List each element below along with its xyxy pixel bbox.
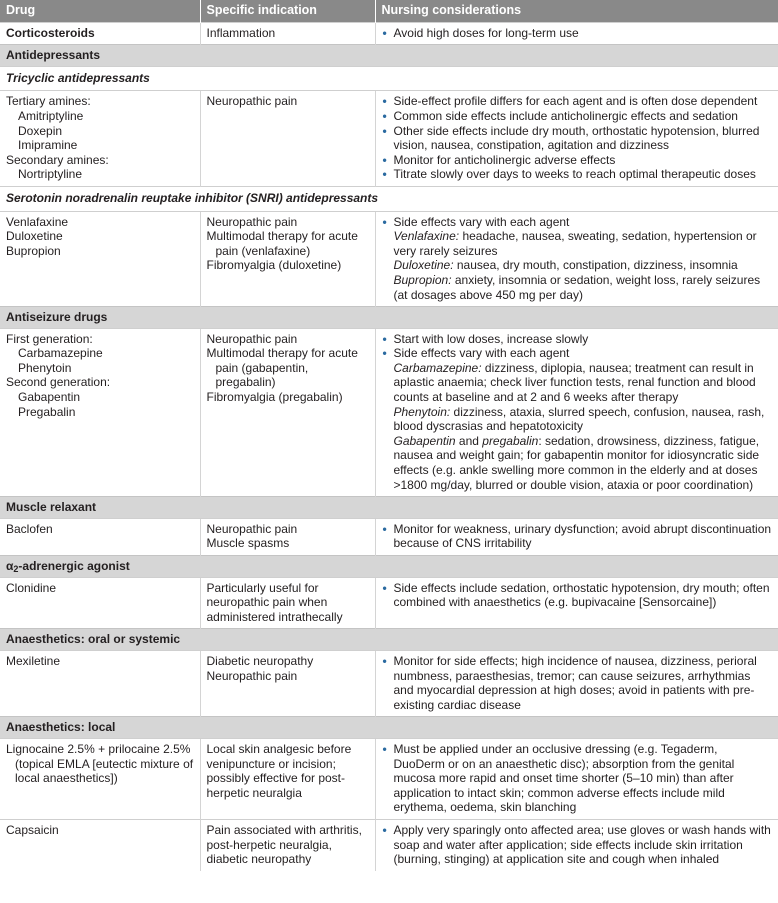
- indication-line: Multimodal therapy for acute pain (gabapentin, pregabalin): [206, 346, 358, 390]
- drug-group-label: Tertiary amines:: [6, 94, 91, 109]
- table-row: [0, 738, 778, 819]
- drug-name: Corticosteroids: [6, 25, 95, 40]
- section-title: Antidepressants: [0, 45, 778, 67]
- table-row: [0, 518, 778, 555]
- section-header: [0, 556, 778, 578]
- drug-cell: [0, 22, 200, 45]
- agent-note: [382, 229, 773, 258]
- section-title: Muscle relaxant: [0, 497, 778, 519]
- drug-group-label: First generation:: [6, 331, 93, 346]
- indication-cell: [200, 328, 375, 497]
- header-nursing: Nursing considerations: [375, 0, 778, 22]
- nursing-cell: [375, 518, 778, 555]
- section-title: Antiseizure drugs: [0, 307, 778, 329]
- table-row: [0, 577, 778, 629]
- bullet-item: • Side-effect profile differs for each agent and is often dose dependent: [382, 94, 773, 109]
- section-header: [0, 497, 778, 519]
- drug-name: Nortriptyline: [18, 167, 83, 182]
- indication-cell: [200, 518, 375, 555]
- agent-name: Gabapentin: [393, 433, 456, 448]
- table-row: [0, 211, 778, 307]
- section-header: [0, 717, 778, 739]
- agent-name: Bupropion:: [393, 272, 452, 287]
- drug-name: Doxepin: [18, 123, 63, 138]
- header-drug: Drug: [0, 0, 200, 22]
- table-row: [0, 91, 778, 187]
- bullet-item: • Side effects vary with each agent: [382, 215, 773, 230]
- drug-name: Lignocaine 2.5% + prilocaine 2.5% (topical EMLA [eutectic mixture of local anaesthetics]): [6, 741, 194, 786]
- section-title-rest: -adrenergic agonist: [18, 559, 130, 573]
- bullet-item: • Side effects vary with each agent: [382, 346, 773, 361]
- agent-conjunction: and: [455, 433, 483, 448]
- table-row: [0, 650, 778, 716]
- section-title-alpha: α: [6, 559, 14, 573]
- agent-effects: nausea, dry mouth, constipation, dizziness, insomnia: [453, 258, 738, 273]
- agent-effects: dizziness, diplopia, nausea; treatment can result in aplastic anaemia; check liver function tests, renal function and blood counts at baseline and at 2 and 6 weeks after therapy: [393, 360, 756, 405]
- drug-name: Bupropion: [6, 243, 61, 258]
- section-header: [0, 45, 778, 67]
- agent-effects: : sedation, drowsiness, dizziness, fatigue, nausea and weight gain; for gabapentin monitor for idiosyncratic side effects (e.g. ankle swelling more common in the elderly and at doses >1800 mg/day, blurred or double vision, ataxia or poor coordination): [393, 433, 760, 492]
- indication-cell: Inflammation: [200, 22, 375, 45]
- agent-note: [382, 405, 773, 434]
- drug-cell: Capsaicin: [0, 819, 200, 870]
- agent-name: Carbamazepine:: [393, 360, 482, 375]
- drug-cell: Clonidine: [0, 577, 200, 629]
- subsection-title: Serotonin noradrenalin reuptake inhibitor (SNRI) antidepressants: [0, 186, 778, 211]
- drug-cell: [0, 91, 200, 187]
- indication-line: Muscle spasms: [206, 536, 290, 551]
- agent-name: Venlafaxine:: [393, 229, 460, 244]
- indication-line: Neuropathic pain: [206, 94, 298, 109]
- section-title: Anaesthetics: local: [0, 717, 778, 739]
- header-indication: Specific indication: [200, 0, 375, 22]
- drug-cell: [0, 211, 200, 307]
- agent-effects: headache, nausea, sweating, sedation, hypertension or very rarely seizures: [393, 229, 757, 258]
- indication-cell: Particularly useful for neuropathic pain when administered intrathecally: [200, 577, 375, 629]
- agent-name: pregabalin: [482, 433, 539, 448]
- table-row: [0, 22, 778, 45]
- agent-effects: anxiety, insomnia or sedation, weight loss, rarely seizures (at dosages above 450 mg per day): [393, 272, 761, 302]
- nursing-cell: [375, 22, 778, 45]
- indication-line: Neuropathic pain: [206, 331, 298, 346]
- section-header: [0, 307, 778, 329]
- drug-name: Gabapentin: [18, 390, 81, 405]
- bullet-item: • Start with low doses, increase slowly: [382, 332, 773, 347]
- nursing-cell: [375, 650, 778, 716]
- section-header: [0, 629, 778, 651]
- indication-cell: Pain associated with arthritis, post-herpetic neuralgia, diabetic neuropathy: [200, 819, 375, 870]
- agent-name: Phenytoin:: [393, 404, 451, 419]
- drug-name: Duloxetine: [6, 229, 63, 244]
- bullet-item: • Other side effects include dry mouth, orthostatic hypotension, blurred vision, nausea, constipation, agitation and dizziness: [382, 124, 773, 153]
- indication-line: Neuropathic pain: [206, 214, 298, 229]
- table-row: [0, 328, 778, 497]
- agent-effects: dizziness, ataxia, slurred speech, confusion, nausea, rash, blood dyscrasias and hepatotoxicity: [393, 404, 765, 434]
- nursing-cell: [375, 819, 778, 870]
- bullet-item: • Titrate slowly over days to weeks to reach optimal therapeutic doses: [382, 167, 773, 182]
- drug-cell: [0, 328, 200, 497]
- indication-line: Neuropathic pain: [206, 521, 298, 536]
- bullet-item: • Common side effects include anticholinergic effects and sedation: [382, 109, 773, 124]
- bullet-item: • Monitor for anticholinergic adverse effects: [382, 153, 773, 168]
- subsection-title: Tricyclic antidepressants: [0, 66, 778, 91]
- drug-name: Imipramine: [18, 138, 78, 153]
- agent-note: [382, 273, 773, 302]
- drug-cell: Baclofen: [0, 518, 200, 555]
- drug-group-label: Secondary amines:: [6, 152, 109, 167]
- indication-cell: Local skin analgesic before venipuncture or incision; possibly effective for post-herpetic neuralgia: [200, 738, 375, 819]
- indication-line: Diabetic neuropathy: [206, 653, 314, 668]
- indication-cell: [200, 211, 375, 307]
- indication-line: Multimodal therapy for acute pain (venlafaxine): [206, 229, 358, 258]
- drug-cell: Mexiletine: [0, 650, 200, 716]
- agent-note: [382, 361, 773, 405]
- drug-name: Venlafaxine: [6, 214, 69, 229]
- nursing-cell: [375, 211, 778, 307]
- bullet-item: • Side effects include sedation, orthostatic hypotension, dry mouth; often combined with anaesthetics (e.g. bupivacaine [Sensorcaine]): [382, 581, 773, 610]
- indication-line: Fibromyalgia (duloxetine): [206, 258, 342, 273]
- agent-name: Duloxetine:: [393, 258, 454, 273]
- nursing-cell: [375, 577, 778, 629]
- bullet-item: • Avoid high doses for long-term use: [382, 26, 773, 41]
- indication-cell: [200, 650, 375, 716]
- agent-note: [382, 258, 773, 273]
- drug-name: Amitriptyline: [18, 108, 84, 123]
- bullet-item: • Monitor for weakness, urinary dysfunction; avoid abrupt discontinuation because of CNS irritability: [382, 522, 773, 551]
- subsection-header: [0, 66, 778, 91]
- bullet-item: • Apply very sparingly onto affected area; use gloves or wash hands with soap and water after application; side effects include skin irritation (burning, stinging) at application site and cough when inhaled: [382, 823, 773, 867]
- agent-note: [382, 434, 773, 492]
- section-title: [0, 556, 778, 578]
- indication-cell: [200, 91, 375, 187]
- indication-line: Neuropathic pain: [206, 668, 298, 683]
- drug-cell: [0, 738, 200, 819]
- nursing-cell: [375, 328, 778, 497]
- drug-group-label: Second generation:: [6, 375, 111, 390]
- drug-name: Carbamazepine: [18, 346, 103, 361]
- nursing-cell: [375, 738, 778, 819]
- nursing-cell: [375, 91, 778, 187]
- indication-line: Fibromyalgia (pregabalin): [206, 390, 343, 405]
- section-title-subscript: 2: [13, 564, 19, 574]
- subsection-header: [0, 186, 778, 211]
- bullet-item: • Must be applied under an occlusive dressing (e.g. Tegaderm, DuoDerm or on an anaesthetic disc); absorption from the genital mucosa more rapid and onset time shorter (5–10 min) than after application to intact skin; common adverse effects include mild erythema, oedema, skin blanching: [382, 742, 773, 815]
- table-header: [0, 0, 778, 22]
- table-row: [0, 819, 778, 870]
- section-title: Anaesthetics: oral or systemic: [0, 629, 778, 651]
- drug-name: Phenytoin: [18, 360, 72, 375]
- drug-name: Pregabalin: [18, 404, 76, 419]
- bullet-item: • Monitor for side effects; high incidence of nausea, dizziness, perioral numbness, paraesthesias, tremor; can cause seizures, arrhythmias and myocardial depression at high doses; avoid in patients with pre-existing cardiac disease: [382, 654, 773, 712]
